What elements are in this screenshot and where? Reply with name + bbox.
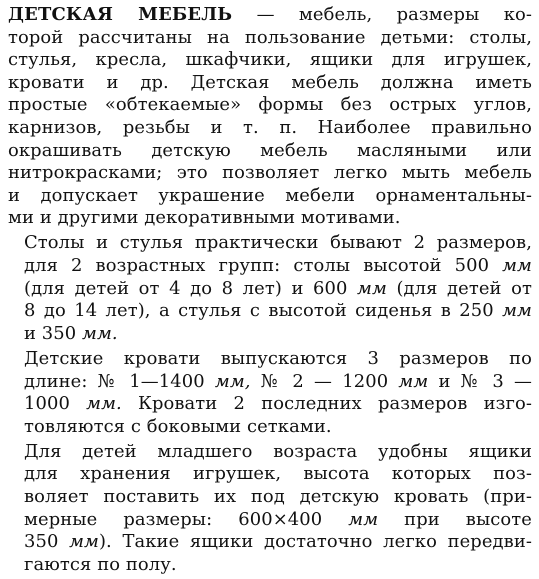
body-text: 350 [24,531,70,553]
body-text: (для детей от [386,277,532,299]
text-line [8,4,532,27]
text-line [8,393,532,416]
article-paragraph [8,232,532,345]
body-text: длине: № 1—1400 [24,370,215,392]
body-text: ми и другими декоративными мотивами. [8,207,401,229]
text-line [8,232,532,255]
article-paragraph [8,441,532,577]
body-text: и допускает украшение мебели орнаментальны- [8,184,532,206]
text-line [8,94,532,117]
text-line [8,185,532,208]
text-line [8,72,532,95]
body-text: и № 3 — [428,370,532,392]
unit-abbreviation: мм [357,277,387,299]
text-line [8,207,532,230]
unit-abbreviation: мм. [86,393,122,415]
text-line [8,27,532,50]
unit-abbreviation: мм, [214,370,251,392]
text-line [8,323,532,346]
body-text: (для детей от 4 до 8 лет) и 600 [24,277,358,299]
unit-abbreviation: мм [398,370,429,392]
text-line [8,255,532,278]
text-line [8,49,532,72]
body-text: — мебель, размеры ко- [232,4,532,25]
body-text: карнизов, резьбы и т. п. Наиболее правильно [8,116,532,138]
unit-abbreviation: мм [69,531,99,553]
body-text: и 350 [24,322,83,344]
article-body [8,4,532,576]
text-line [8,463,532,486]
body-text: Детские кровати выпускаются 3 размеров по [24,347,532,369]
article-headword: ДЕТСКАЯ МЕБЕЛЬ [8,4,233,25]
body-text: ). Такие ящики достаточно легко передви- [98,531,532,553]
body-text: 8 до 14 лет), а стулья с высотой сиденья в 250 [24,300,503,322]
unit-abbreviation: мм [502,300,532,322]
text-line [8,371,532,394]
unit-abbreviation: мм. [82,322,118,344]
text-line [8,278,532,301]
body-text: торой рассчитаны на пользование детьми: столы, [8,26,532,48]
text-line [8,531,532,554]
text-line [8,441,532,464]
text-line [8,509,532,532]
body-text: гаются по полу. [24,553,177,575]
body-text: воляет поставить их под детскую кровать (при- [24,485,532,507]
body-text: Столы и стулья практически бывают 2 размеров, [24,232,532,254]
body-text: мерные размеры: 600×400 [24,508,349,530]
text-line [8,348,532,371]
text-line [8,162,532,185]
article-definition-paragraph [8,4,532,230]
text-line [8,416,532,439]
body-text: нитрокрасками; это позволяет легко мыть мебель [8,162,532,184]
body-text: № 2 — 1200 [250,370,399,392]
unit-abbreviation: мм [502,255,532,277]
text-line [8,554,532,577]
body-text: простые «обтекаемые» формы без острых углов, [8,94,532,116]
body-text: стулья, кресла, шкафчики, ящики для игрушек, [8,49,532,71]
body-text: окрашивать детскую мебель масляными или [8,139,532,161]
text-line [8,117,532,140]
body-text: для хранения игрушек, высота которых поз- [24,463,532,485]
article-page [8,4,532,579]
body-text: Кровати 2 последних размеров изго- [121,393,532,415]
article-paragraph [8,348,532,438]
body-text: при высоте [378,508,532,530]
text-line [8,300,532,323]
text-line [8,140,532,163]
body-text: товляются с боковыми сетками. [24,415,332,437]
body-text: для 2 возрастных групп: столы высотой 500 [24,255,503,277]
body-text: 1000 [24,393,87,415]
body-text: Для детей младшего возраста удобны ящики [24,440,532,462]
unit-abbreviation: мм [348,508,379,530]
body-text: кровати и др. Детская мебель должна иметь [8,71,532,93]
text-line [8,486,532,509]
